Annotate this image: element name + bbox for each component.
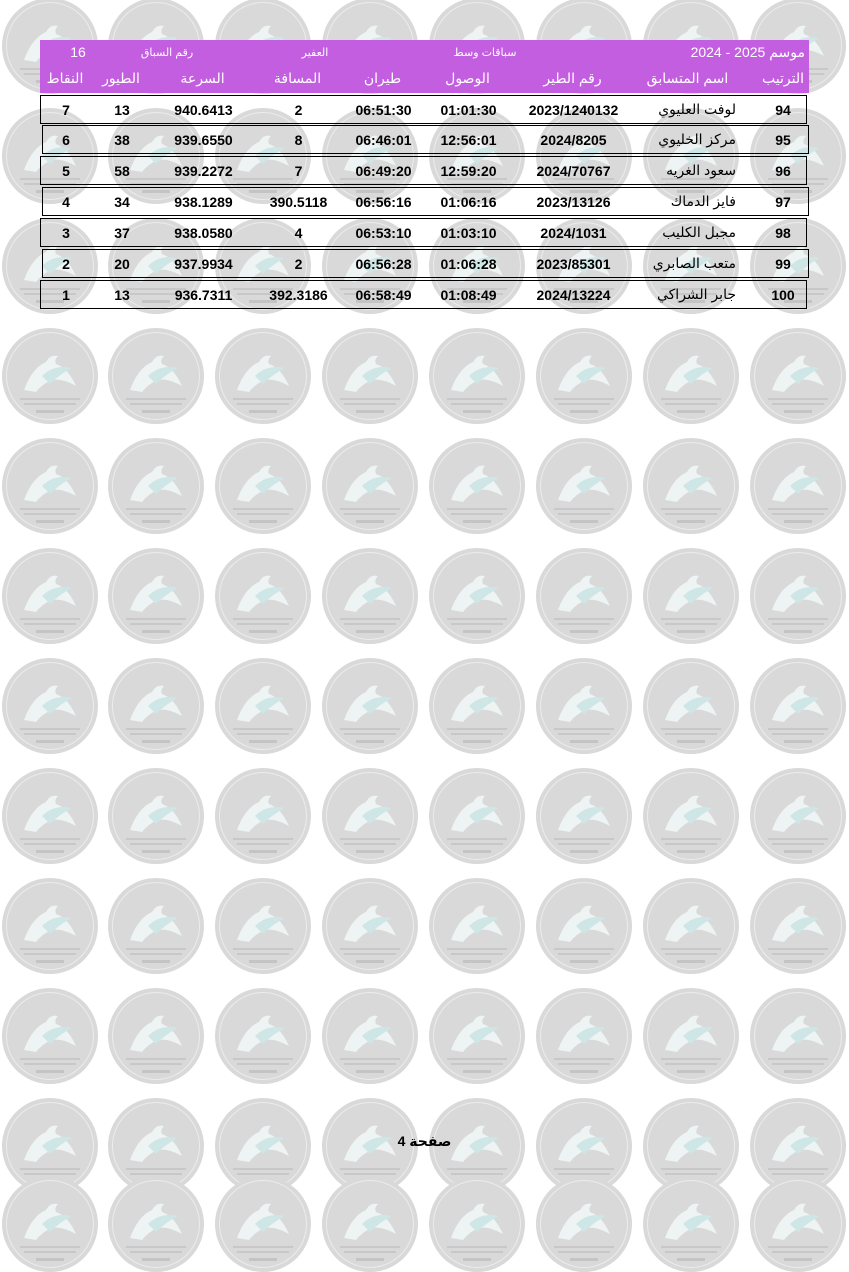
column-headers (40, 64, 809, 93)
pigeon-logo-watermark-icon (2, 548, 98, 644)
pigeon-logo-watermark-icon (108, 328, 204, 424)
points-cell: 6 (62, 131, 70, 148)
pigeon-logo-watermark-icon (215, 1176, 311, 1272)
birds-cell: 34 (114, 193, 130, 210)
pigeon-logo-watermark-icon (536, 768, 632, 864)
speed-cell: 938.0580 (174, 224, 233, 241)
birds-cell: 37 (114, 224, 130, 241)
flight-cell: 06:51:30 (355, 101, 412, 118)
bird-id-cell: 2024/70767 (536, 162, 611, 179)
flight-cell: 06:56:16 (355, 193, 412, 210)
pigeon-logo-watermark-icon (643, 768, 739, 864)
flight-cell: 06:56:28 (355, 255, 412, 272)
competition-type: سباقات وسط (453, 46, 517, 59)
pigeon-logo-watermark-icon (2, 768, 98, 864)
pigeon-logo-watermark-icon (643, 658, 739, 754)
bird-id-cell: 2023/85301 (536, 255, 611, 272)
race-type: العفير (301, 46, 329, 59)
pigeon-logo-watermark-icon (429, 658, 525, 754)
birds-cell: 58 (114, 162, 130, 179)
bird-id-cell: 2024/8205 (540, 131, 607, 148)
pigeon-logo-watermark-icon (643, 878, 739, 974)
column-header-flight: طيران (363, 70, 402, 86)
pigeon-logo-watermark-icon (108, 878, 204, 974)
pigeon-logo-watermark-icon (750, 768, 846, 864)
points-cell: 5 (62, 162, 70, 179)
participant-cell: لوفت العليوي (658, 101, 736, 117)
pigeon-logo-watermark-icon (322, 438, 418, 534)
rank-cell: 97 (775, 193, 791, 210)
distance-cell: 2 (294, 255, 303, 272)
flight-cell: 06:53:10 (355, 224, 412, 241)
pigeon-logo-watermark-icon (2, 658, 98, 754)
distance-cell: 2 (294, 101, 303, 118)
rank-cell: 94 (775, 101, 791, 118)
table-row (42, 125, 809, 154)
header-info-row (40, 40, 809, 64)
pigeon-logo-watermark-icon (429, 768, 525, 864)
pigeon-logo-watermark-icon (429, 878, 525, 974)
race-number-label: رقم السباق (140, 46, 194, 59)
bird-id-cell: 2023/1240132 (528, 101, 619, 118)
table-row (40, 218, 807, 247)
pigeon-logo-watermark-icon (643, 328, 739, 424)
pigeon-logo-watermark-icon (536, 438, 632, 534)
pigeon-logo-watermark-icon (215, 878, 311, 974)
column-header-distance: المسافة (273, 70, 322, 86)
rank-cell: 100 (771, 286, 795, 303)
participant-cell: جابر الشراكي (656, 286, 736, 302)
participant-cell: متعب الصابري (652, 255, 736, 271)
column-header-points: النقاط (46, 70, 84, 86)
arrival-cell: 12:59:20 (440, 162, 497, 179)
birds-cell: 13 (114, 101, 130, 118)
bird-id-cell: 2023/13126 (536, 193, 611, 210)
table-row (42, 249, 809, 278)
pigeon-logo-watermark-icon (108, 988, 204, 1084)
pigeon-logo-watermark-icon (108, 1176, 204, 1272)
pigeon-logo-watermark-icon (2, 1176, 98, 1272)
pigeon-logo-watermark-icon (429, 988, 525, 1084)
pigeon-logo-watermark-icon (750, 988, 846, 1084)
pigeon-logo-watermark-icon (750, 658, 846, 754)
distance-cell: 8 (294, 131, 303, 148)
speed-cell: 939.2272 (174, 162, 233, 179)
arrival-cell: 01:01:30 (440, 101, 497, 118)
pigeon-logo-watermark-icon (536, 988, 632, 1084)
participant-cell: سعود الغريه (666, 162, 736, 178)
race-number: 16 (70, 44, 86, 60)
pigeon-logo-watermark-icon (536, 1176, 632, 1272)
pigeon-logo-watermark-icon (536, 658, 632, 754)
pigeon-logo-watermark-icon (429, 548, 525, 644)
pigeon-logo-watermark-icon (643, 548, 739, 644)
arrival-cell: 01:06:16 (440, 193, 497, 210)
pigeon-logo-watermark-icon (322, 988, 418, 1084)
distance-cell: 7 (294, 162, 303, 179)
birds-cell: 20 (114, 255, 130, 272)
pigeon-logo-watermark-icon (322, 1176, 418, 1272)
pigeon-logo-watermark-icon (643, 1176, 739, 1272)
pigeon-logo-watermark-icon (429, 438, 525, 534)
rank-cell: 95 (775, 131, 791, 148)
flight-cell: 06:46:01 (355, 131, 412, 148)
table-row (40, 95, 807, 124)
pigeon-logo-watermark-icon (108, 438, 204, 534)
pigeon-logo-watermark-icon (215, 438, 311, 534)
speed-cell: 940.6413 (174, 101, 233, 118)
pigeon-logo-watermark-icon (750, 548, 846, 644)
participant-cell: فايز الدماك (670, 193, 736, 209)
pigeon-logo-watermark-icon (108, 548, 204, 644)
arrival-cell: 01:08:49 (440, 286, 497, 303)
pigeon-logo-watermark-icon (429, 1176, 525, 1272)
table-row (40, 156, 807, 185)
pigeon-logo-watermark-icon (108, 658, 204, 754)
table-row (42, 187, 809, 216)
points-cell: 4 (62, 193, 70, 210)
pigeon-logo-watermark-icon (215, 988, 311, 1084)
pigeon-logo-watermark-icon (322, 328, 418, 424)
distance-cell: 390.5118 (269, 193, 328, 210)
points-cell: 3 (62, 224, 70, 241)
speed-cell: 938.1289 (174, 193, 233, 210)
pigeon-logo-watermark-icon (429, 328, 525, 424)
pigeon-logo-watermark-icon (643, 988, 739, 1084)
pigeon-logo-watermark-icon (750, 328, 846, 424)
rank-cell: 96 (775, 162, 791, 179)
bird-id-cell: 2024/13224 (536, 286, 611, 303)
points-cell: 7 (62, 101, 70, 118)
table-row (40, 280, 807, 309)
pigeon-logo-watermark-icon (322, 658, 418, 754)
pigeon-logo-watermark-icon (536, 878, 632, 974)
bird-id-cell: 2024/1031 (540, 224, 607, 241)
pigeon-logo-watermark-icon (536, 328, 632, 424)
birds-cell: 38 (114, 131, 130, 148)
pigeon-logo-watermark-icon (322, 878, 418, 974)
birds-cell: 13 (114, 286, 130, 303)
pigeon-logo-watermark-icon (750, 1176, 846, 1272)
arrival-cell: 01:03:10 (440, 224, 497, 241)
arrival-cell: 01:06:28 (440, 255, 497, 272)
speed-cell: 937.9934 (174, 255, 233, 272)
rank-cell: 98 (775, 224, 791, 241)
column-header-speed: السرعة (180, 70, 225, 86)
table-header (40, 40, 809, 93)
points-cell: 2 (62, 255, 70, 272)
page-number: صفحة 4 (397, 1133, 452, 1149)
pigeon-logo-watermark-icon (750, 878, 846, 974)
flight-cell: 06:49:20 (355, 162, 412, 179)
pigeon-logo-watermark-icon (536, 548, 632, 644)
pigeon-logo-watermark-icon (2, 328, 98, 424)
pigeon-logo-watermark-icon (2, 438, 98, 534)
column-header-bird-id: رقم الطير (543, 70, 602, 86)
distance-cell: 4 (294, 224, 303, 241)
rank-cell: 99 (775, 255, 791, 272)
pigeon-logo-watermark-icon (215, 328, 311, 424)
pigeon-logo-watermark-icon (2, 878, 98, 974)
flight-cell: 06:58:49 (355, 286, 412, 303)
season-label: موسم 2025 - 2024 (690, 43, 805, 60)
pigeon-logo-watermark-icon (2, 988, 98, 1084)
column-header-birds: الطيور (102, 70, 140, 86)
speed-cell: 939.6550 (174, 131, 233, 148)
column-header-participant: اسم المتسابق (646, 70, 729, 86)
pigeon-logo-watermark-icon (215, 658, 311, 754)
pigeon-logo-watermark-icon (750, 438, 846, 534)
pigeon-logo-watermark-icon (215, 548, 311, 644)
pigeon-logo-watermark-icon (322, 768, 418, 864)
distance-cell: 392.3186 (269, 286, 328, 303)
pigeon-logo-watermark-icon (322, 548, 418, 644)
pigeon-logo-watermark-icon (643, 438, 739, 534)
arrival-cell: 12:56:01 (440, 131, 497, 148)
pigeon-logo-watermark-icon (215, 768, 311, 864)
column-header-arrival: الوصول (445, 70, 490, 86)
participant-cell: مركز الخليوي (658, 131, 736, 147)
points-cell: 1 (62, 286, 70, 303)
participant-cell: مجبل الكليب (662, 224, 736, 240)
speed-cell: 936.7311 (174, 286, 233, 303)
column-header-rank: الترتيب (762, 70, 804, 86)
pigeon-logo-watermark-icon (108, 768, 204, 864)
